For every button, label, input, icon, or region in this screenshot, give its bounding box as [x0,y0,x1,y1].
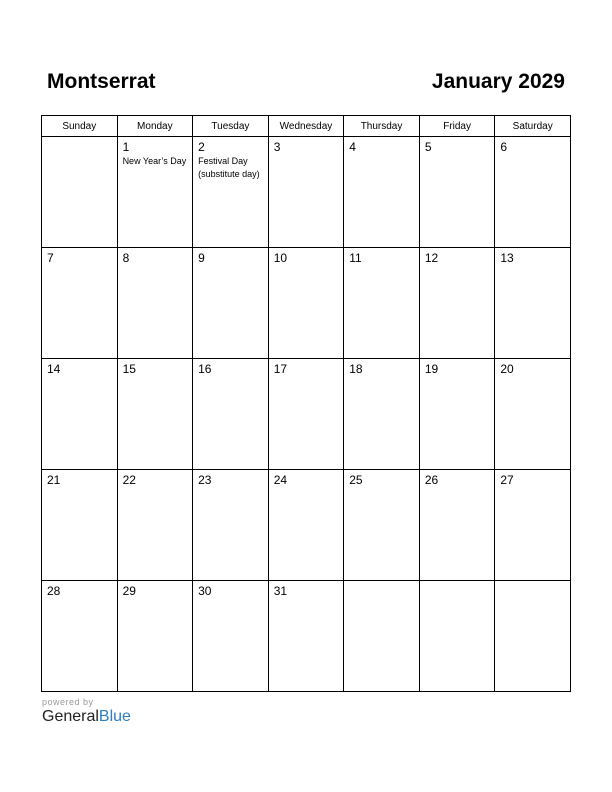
day-number: 4 [349,140,356,154]
week-row [42,470,571,581]
weekday-thursday: Thursday [344,116,420,137]
day-number: 1 [122,140,130,154]
day-cell [344,359,420,470]
day-cell [42,359,118,470]
day-cell [42,248,118,359]
day-number: 30 [198,584,212,598]
day-number: 9 [198,251,205,265]
day-cell [419,359,495,470]
weekday-tuesday: Tuesday [193,116,269,137]
week-row [42,137,571,248]
day-number: 20 [500,362,514,376]
day-cell [419,137,495,248]
day-number: 2 [198,140,205,154]
day-cell [193,470,269,581]
day-cell [268,248,344,359]
day-number: 17 [273,362,288,376]
day-cell [344,137,420,248]
generalblue-logo [42,708,131,726]
day-cell [495,470,571,581]
day-number: 7 [47,251,54,265]
day-number: 22 [122,473,136,487]
weekday-wednesday: Wednesday [268,116,344,137]
day-cell [42,137,118,248]
weekday-saturday: Saturday [495,116,571,137]
day-cell [268,470,344,581]
day-number: 25 [349,473,363,487]
day-number: 27 [500,473,514,487]
holiday-label: New Year’s Day [122,156,187,166]
day-number: 19 [424,362,439,376]
country-title: Montserrat [47,70,156,93]
day-number: 11 [349,251,362,265]
day-number: 14 [47,362,61,376]
month-title: January 2029 [431,70,565,93]
day-number: 15 [122,362,136,376]
day-number: 31 [273,584,288,598]
powered-by-text: powered by [42,697,94,707]
day-cell [495,581,571,692]
day-cell [344,470,420,581]
day-number: 10 [273,251,288,265]
day-cell [419,470,495,581]
day-number: 21 [47,473,61,487]
day-number: 3 [273,140,281,154]
day-cell [419,581,495,692]
day-cell [419,248,495,359]
holiday-label: Festival Day (substitute day) [198,156,260,179]
day-cell [117,581,193,692]
weekday-friday: Friday [419,116,495,137]
weekday-sunday: Sunday [42,116,118,137]
day-cell [495,359,571,470]
day-cell [344,248,420,359]
day-cell [495,137,571,248]
week-row [42,359,571,470]
calendar-header [47,70,565,98]
day-cell [268,359,344,470]
day-cell [117,248,193,359]
footer-branding [42,697,131,726]
day-number: 12 [424,251,439,265]
day-number: 24 [273,473,288,487]
day-number: 13 [500,251,514,265]
day-cell [117,359,193,470]
weekday-header-row [42,116,571,137]
calendar-grid [41,115,571,692]
day-number: 23 [198,473,212,487]
day-cell [117,470,193,581]
day-number: 6 [500,140,508,154]
brand-general: General [42,708,99,725]
day-number: 18 [349,362,363,376]
day-cell [193,359,269,470]
day-cell [193,581,269,692]
day-number: 29 [122,584,136,598]
week-row [42,581,571,692]
day-number: 28 [47,584,61,598]
week-row [42,248,571,359]
day-cell [42,581,118,692]
day-cell [268,137,344,248]
day-number: 26 [424,473,439,487]
day-cell [117,137,193,248]
day-cell [42,470,118,581]
day-cell [344,581,420,692]
day-cell [193,137,269,248]
weekday-monday: Monday [117,116,193,137]
day-number: 8 [122,251,130,265]
day-cell [268,581,344,692]
day-cell [193,248,269,359]
day-cell [495,248,571,359]
day-number: 16 [198,362,212,376]
brand-blue: Blue [98,708,131,725]
day-number: 5 [424,140,432,154]
